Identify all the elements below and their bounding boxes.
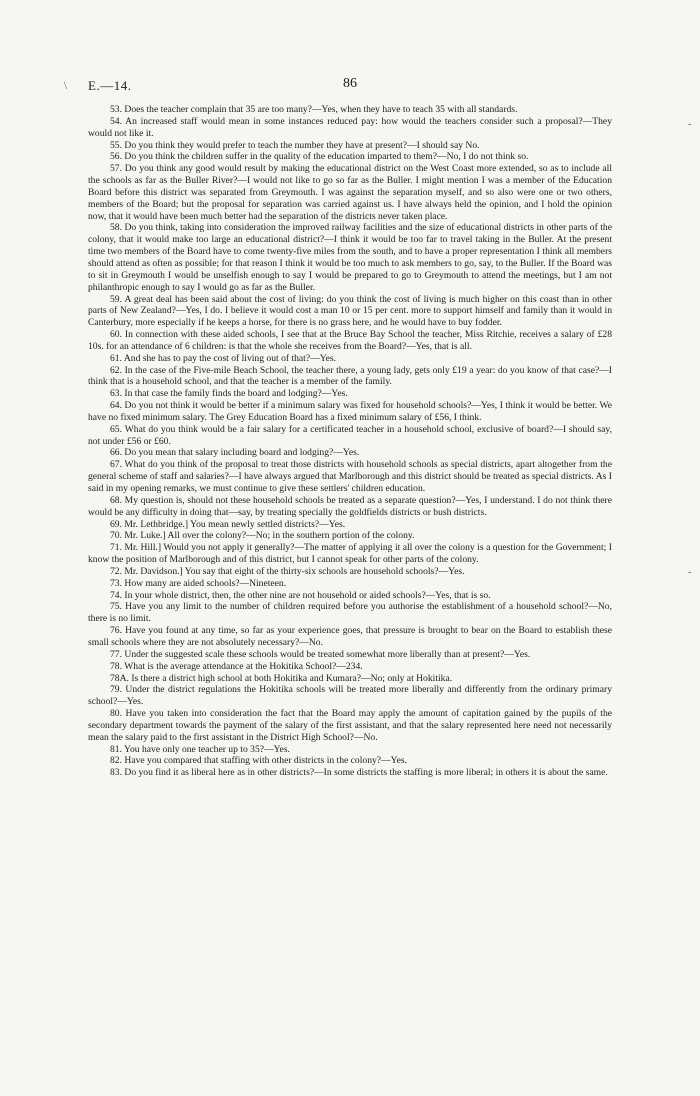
paragraph: 67. What do you think of the proposal to treat those districts with household schools as special districts, apart altogether from the general scheme of staff and salaries?—I have always argued that Marlborough and this district should be treated as special districts. As I said in my opening remarks, we must continue to give these settlers' children education. xyxy=(88,459,612,494)
paragraph: 77. Under the suggested scale these schools would be treated somewhat more liberally than at present?—Yes. xyxy=(110,648,531,660)
paragraph: 64. Do you not think it would be better if a minimum salary was fixed for household schools?—Yes, I think it would be better. We have no fixed minimum salary. The Grey Education Board has a fixed minimum salary of £56, I think. xyxy=(88,400,612,423)
paragraph: 78. What is the average attendance at the Hokitika School?—234. xyxy=(110,660,363,672)
page-number: 86 xyxy=(343,76,357,91)
paragraph: 76. Have you found at any time, so far as your experience goes, that pressure is brought to bear on the Board to establish these small schools where they are not absolutely necessary?—No. xyxy=(88,625,612,648)
paragraph: 58. Do you think, taking into consideration the improved railway facilities and the size of educational districts in other parts of the colony, that it would make too large an educational district?—I think it would be too far to travel taking in the Buller. At the present time two members of the Board have to come twenty-five miles from the south, and to have a proper representation I think all members should attend as often as possible; for that reason I think it would be too much to ask members to go, say, to the Buller. If the Board was to sit in Greymouth I would be unselfish enough to say I would be prepared to go to Greymouth to attend the meetings, but I am not philanthropic enough to say I would go as far as the Buller. xyxy=(88,222,612,293)
paragraph: 60. In connection with these aided schools, I see that at the Bruce Bay School the teacher, Miss Ritchie, receives a salary of £28 10s. for an attendance of 6 children: is that the whole she receives from the Board?—Yes, that is all. xyxy=(88,329,612,352)
paragraph: 62. In the case of the Five-mile Beach School, the teacher there, a young lady, gets only £19 a year: do you know of that case?—I think that is a household school, and that the teacher is a member of the family. xyxy=(88,364,612,388)
paragraph: 56. Do you think the children suffer in the quality of the education imparted to them?—No, I do not think so. xyxy=(110,151,529,163)
paragraph: 54. An increased staff would mean in some instances reduced pay: how would the teachers consider such a proposal?—They would not like it. xyxy=(88,115,612,139)
paragraph: 83. Do you find it as liberal here as in other districts?—In some districts the staffing is more liberal; in others it is about the same. xyxy=(110,767,608,779)
testimony-body xyxy=(88,104,612,779)
paragraph: 71. Mr. Hill.] Would you not apply it generally?—The matter of applying it all over the colony is a question for the Government; I know the position of Marlborough and of this district, but I cannot speak for other parts of the colony. xyxy=(88,542,612,566)
paragraph: 69. Mr. Lethbridge.] You mean newly settled districts?—Yes. xyxy=(110,518,346,530)
paragraph: 59. A great deal has been said about the cost of living: do you think the cost of living is much higher on this coast than in other parts of New Zealand?—Yes, I do. I believe it would cost a man 10 or 15 per cent. more to support himself and family than it would in Canterbury, more especially if he keeps a horse, for there is no grass here, and he would have to buy fodder. xyxy=(88,293,612,329)
paragraph: 74. In your whole district, then, the other nine are not household or aided schools?—Yes, that is so. xyxy=(110,589,491,601)
paragraph: 82. Have you compared that staffing with other districts in the colony?—Yes. xyxy=(110,755,407,767)
paragraph: 73. How many are aided schools?—Nineteen. xyxy=(110,577,287,589)
paragraph: 66. Do you mean that salary including board and lodging?—Yes. xyxy=(110,447,360,459)
paragraph: 63. In that case the family finds the board and lodging?—Yes. xyxy=(110,388,348,400)
paragraph: 78A. Is there a district high school at both Hokitika and Kumara?—No; only at Hokitika. xyxy=(110,672,453,684)
margin-mark: - xyxy=(688,118,692,130)
paragraph: 79. Under the district regulations the Hokitika schools will be treated more liberally and differently from the ordinary primary school?—Yes. xyxy=(88,684,612,708)
paragraph: 65. What do you think would be a fair salary for a certificated teacher in a household school, exclusive of board?—I should say, not under £56 or £60. xyxy=(88,423,612,447)
paragraph: 53. Does the teacher complain that 35 are too many?—Yes, when they have to teach 35 with all standards. xyxy=(110,104,518,115)
paragraph: 70. Mr. Luke.] All over the colony?—No; in the southern portion of the colony. xyxy=(110,530,415,542)
paragraph: 57. Do you think any good would result by making the educational district on the West Coast more extended, so as to include all the schools as far as the Buller River?—I would not like to go so far as the Buller. I might mention I was a member of the Education Board before this district was separated from Greymouth. I was against the separation myself, and so also were one or two others, members of the Board; but the proposal for separation was carried against us. I have always held the opinion, and I hold the opinion now, that it would have been much better had the separation of the districts never taken place. xyxy=(88,163,612,222)
paragraph: 80. Have you taken into consideration the fact that the Board may apply the amount of capitation gained by the pupils of the secondary department towards the payment of the salary of the first assistant, and that the salary represented here need not necessarily mean the salary paid to the first assistant in the District High School?—No. xyxy=(88,708,612,743)
paragraph: 75. Have you any limit to the number of children required before you authorise the establishment of a household school?—No, there is no limit. xyxy=(88,601,612,625)
paragraph: 61. And she has to pay the cost of living out of that?—Yes. xyxy=(110,352,337,364)
paragraph: 55. Do you think they would prefer to teach the number they have at present?—I should say No. xyxy=(110,139,480,151)
paragraph: 81. You have only one teacher up to 35?—Yes. xyxy=(110,743,290,755)
margin-mark: \ xyxy=(64,80,68,92)
margin-mark: - xyxy=(688,566,692,578)
document-reference: E.—14. xyxy=(88,78,132,93)
paragraph: 72. Mr. Davidson.] You say that eight of the thirty-six schools are household schools?—Yes. xyxy=(110,565,465,577)
paragraph: 68. My question is, should not these household schools be treated as a separate question?—Yes, I understand. I do not think there would be any difficulty in doing that—say, by treating specially the goldfields districts or bush districts. xyxy=(88,494,612,518)
